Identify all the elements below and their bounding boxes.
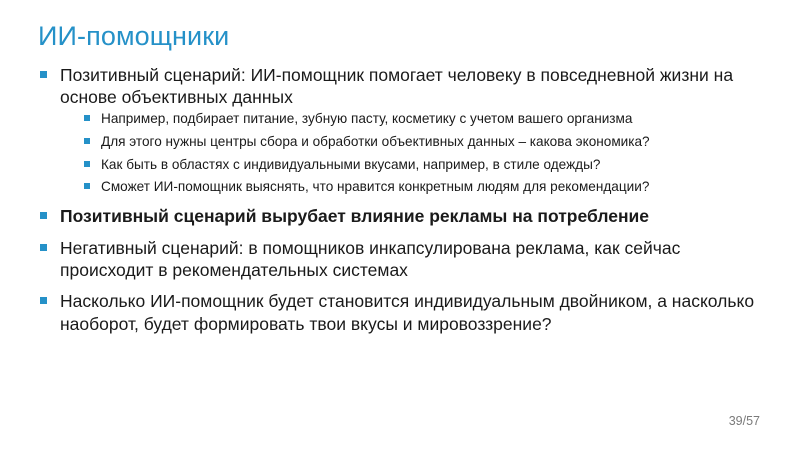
square-bullet-icon <box>84 115 90 121</box>
list-item <box>38 64 758 196</box>
list-item <box>80 156 758 174</box>
list-item-label: Позитивный сценарий вырубает влияние рекламы на потребление <box>60 206 650 227</box>
square-bullet-icon <box>40 71 47 78</box>
list-item-label: Негативный сценарий: в помощников инкапсулирована реклама, как сейчас происходит в рекомендательных системах <box>60 237 681 280</box>
list-item-label: Как быть в областях с индивидуальными вкусами, например, в стиле одежды? <box>101 156 601 172</box>
square-bullet-icon <box>40 297 47 304</box>
list-item <box>80 133 758 151</box>
list-item <box>38 290 758 335</box>
sub-bullet-group <box>60 110 758 196</box>
list-item-label: Позитивный сценарий: ИИ-помощник помогает человеку в повседневной жизни на основе объективных данных <box>60 64 734 108</box>
list-item-label: Сможет ИИ-помощник выяснять, что нравится конкретным людям для рекомендации? <box>101 179 650 195</box>
page-title: ИИ-помощники <box>38 21 230 51</box>
sub-bullet-list <box>80 110 758 196</box>
square-bullet-icon <box>84 183 90 189</box>
list-item-label: Насколько ИИ-помощник будет становится индивидуальным двойником, а насколько наоборот, будет формировать твои вкусы и мировоззрение? <box>60 291 755 334</box>
bullet-list <box>38 64 758 335</box>
square-bullet-icon <box>84 161 90 167</box>
list-item-label: Например, подбирает питание, зубную пасту, косметику с учетом вашего организма <box>101 111 633 127</box>
list-item <box>38 205 758 227</box>
page-number: 39/57 <box>728 414 760 428</box>
square-bullet-icon <box>40 212 47 219</box>
list-item-label: Для этого нужны центры сбора и обработки объективных данных – какова экономика? <box>101 134 650 150</box>
square-bullet-icon <box>40 244 47 251</box>
list-item <box>80 178 758 196</box>
list-item <box>80 110 758 128</box>
square-bullet-icon <box>84 138 90 144</box>
list-item <box>38 237 758 282</box>
